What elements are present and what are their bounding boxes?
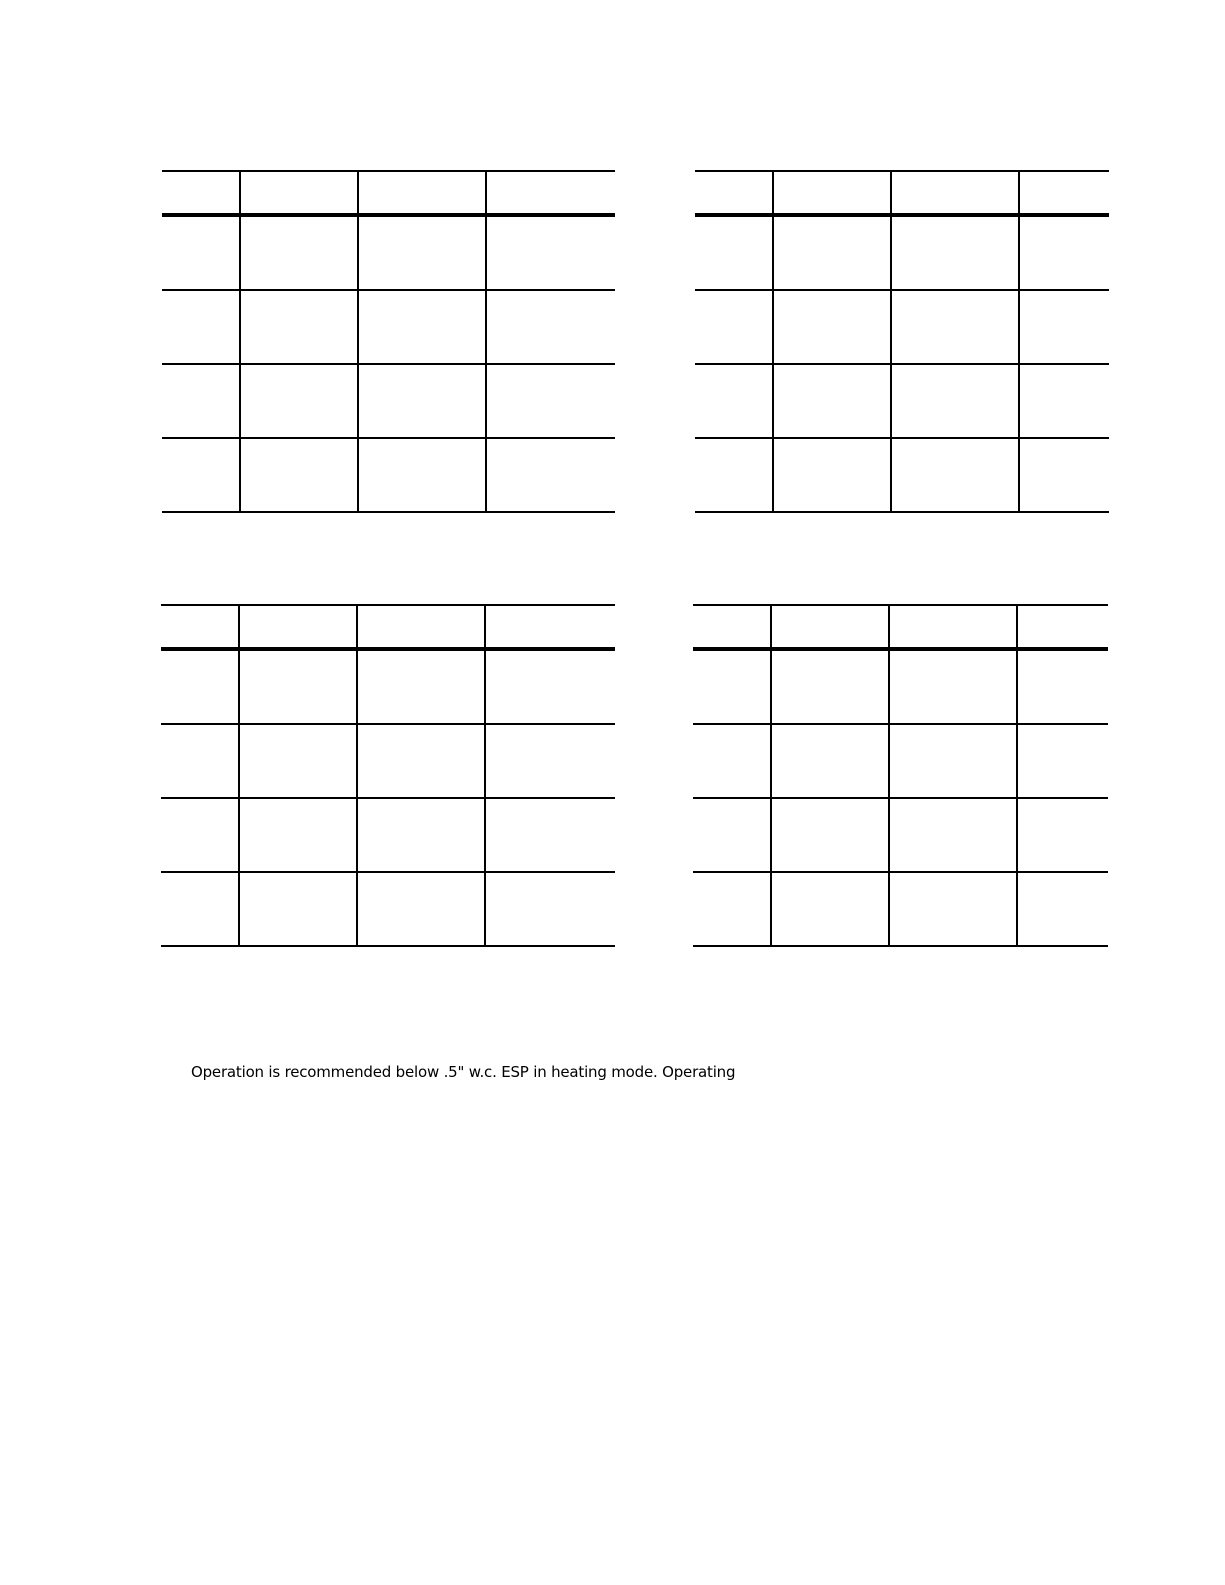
header-cell	[891, 171, 1019, 215]
table-cell	[486, 290, 615, 364]
table-cell	[891, 364, 1019, 438]
table-header-row	[695, 171, 1109, 215]
header-cell	[239, 605, 357, 649]
table-row	[693, 798, 1108, 872]
table-cell	[891, 290, 1019, 364]
table-row	[162, 364, 615, 438]
table-row	[161, 872, 615, 946]
table-cell	[891, 215, 1019, 290]
table-row	[695, 215, 1109, 290]
table-cell	[485, 798, 615, 872]
header-cell	[161, 605, 239, 649]
table-cell	[240, 290, 358, 364]
table-top-right	[695, 170, 1109, 513]
table-cell	[161, 724, 239, 798]
table-cell	[891, 438, 1019, 512]
table-cell	[695, 438, 773, 512]
table-cell	[695, 364, 773, 438]
table-cell	[162, 290, 240, 364]
table-cell	[1017, 649, 1108, 724]
header-cell	[695, 171, 773, 215]
table-cell	[161, 872, 239, 946]
table-cell	[695, 290, 773, 364]
header-cell	[485, 605, 615, 649]
table-cell	[771, 649, 889, 724]
table-cell	[161, 798, 239, 872]
table-cell	[773, 290, 891, 364]
table-cell	[693, 724, 771, 798]
table-row	[161, 798, 615, 872]
table-cell	[240, 215, 358, 290]
table-row	[161, 724, 615, 798]
table-cell	[1017, 724, 1108, 798]
table-cell	[486, 215, 615, 290]
table-cell	[773, 364, 891, 438]
table-cell	[486, 438, 615, 512]
table-cell	[771, 872, 889, 946]
table-cell	[239, 724, 357, 798]
table-header-row	[162, 171, 615, 215]
table-top-left	[162, 170, 615, 513]
table-cell	[485, 649, 615, 724]
table-cell	[695, 215, 773, 290]
table-cell	[1017, 872, 1108, 946]
table-header-row	[161, 605, 615, 649]
table-row	[695, 438, 1109, 512]
table-cell	[357, 872, 485, 946]
table-cell	[1019, 364, 1109, 438]
table-bottom-right	[693, 604, 1108, 947]
table-cell	[240, 438, 358, 512]
table-bottom-left	[161, 604, 615, 947]
table-cell	[240, 364, 358, 438]
table-cell	[1019, 215, 1109, 290]
header-cell	[1019, 171, 1109, 215]
table-cell	[358, 290, 486, 364]
table-cell	[358, 215, 486, 290]
table-cell	[358, 364, 486, 438]
header-cell	[771, 605, 889, 649]
table-cell	[771, 798, 889, 872]
table-row	[162, 290, 615, 364]
table-row	[695, 364, 1109, 438]
table-row	[693, 649, 1108, 724]
table-cell	[162, 438, 240, 512]
table-cell	[693, 798, 771, 872]
table-cell	[889, 724, 1017, 798]
table-row	[693, 872, 1108, 946]
table-cell	[773, 215, 891, 290]
table-cell	[889, 872, 1017, 946]
table-cell	[773, 438, 891, 512]
table-cell	[486, 364, 615, 438]
table-cell	[239, 649, 357, 724]
header-cell	[240, 171, 358, 215]
table-cell	[162, 215, 240, 290]
table-header-row	[693, 605, 1108, 649]
table-row	[162, 438, 615, 512]
table-cell	[1019, 290, 1109, 364]
table-cell	[239, 798, 357, 872]
table-cell	[1019, 438, 1109, 512]
table-cell	[357, 798, 485, 872]
header-cell	[693, 605, 771, 649]
table-cell	[889, 798, 1017, 872]
table-row	[162, 215, 615, 290]
header-cell	[357, 605, 485, 649]
table-cell	[485, 872, 615, 946]
table-cell	[485, 724, 615, 798]
table-row	[693, 724, 1108, 798]
table-cell	[1017, 798, 1108, 872]
table-cell	[771, 724, 889, 798]
table-cell	[357, 724, 485, 798]
header-cell	[1017, 605, 1108, 649]
table-row	[161, 649, 615, 724]
table-cell	[239, 872, 357, 946]
header-cell	[773, 171, 891, 215]
header-cell	[486, 171, 615, 215]
table-cell	[889, 649, 1017, 724]
table-cell	[162, 364, 240, 438]
table-cell	[357, 649, 485, 724]
table-cell	[693, 872, 771, 946]
table-row	[695, 290, 1109, 364]
header-cell	[889, 605, 1017, 649]
table-cell	[358, 438, 486, 512]
table-cell	[161, 649, 239, 724]
operation-note: Operation is recommended below .5" w.c. ESP in heating mode. Operating	[191, 1063, 736, 1081]
header-cell	[358, 171, 486, 215]
header-cell	[162, 171, 240, 215]
table-cell	[693, 649, 771, 724]
